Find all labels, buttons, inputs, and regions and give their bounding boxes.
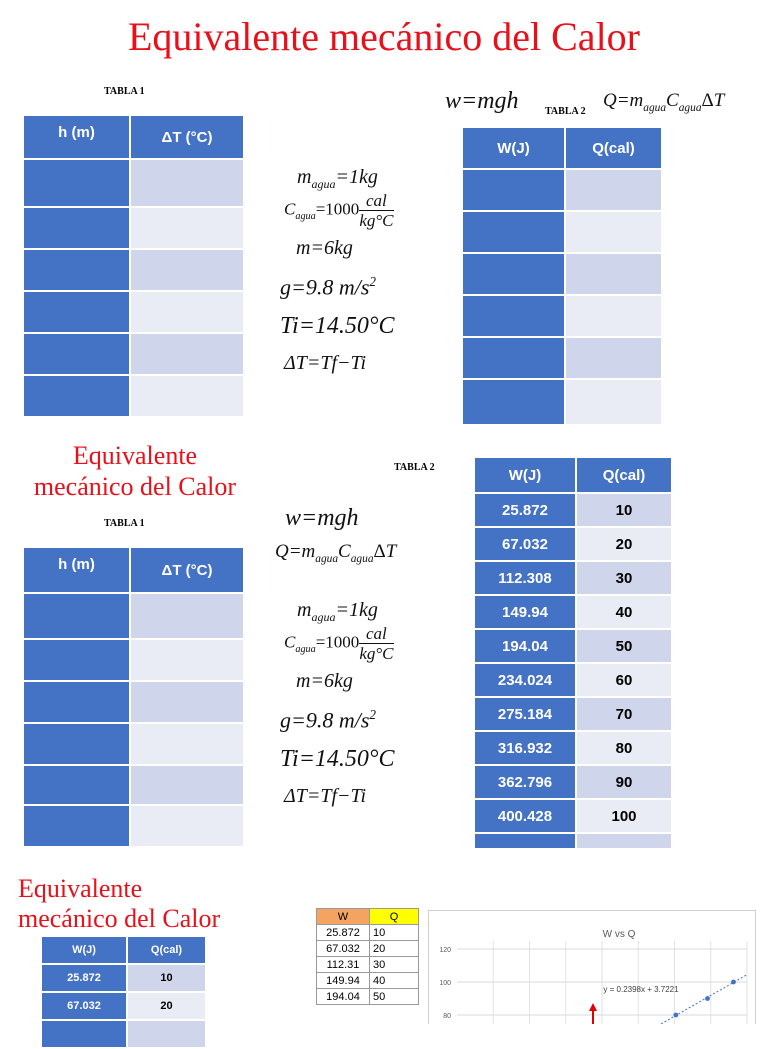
excel-cell: 10 <box>370 925 419 941</box>
excel-table <box>316 908 419 1005</box>
table-cell <box>23 723 130 765</box>
formula-g-text: g=9.8 m/s <box>280 707 370 733</box>
data-point <box>705 996 710 1001</box>
y-tick-label: 80 <box>443 1013 451 1020</box>
w-cell: 400.428 <box>474 799 576 833</box>
table-cell <box>41 1020 127 1048</box>
table-cell <box>565 211 662 253</box>
table-cell <box>130 333 244 375</box>
formula-m-agua-text: =1kg <box>335 166 378 188</box>
table-cell <box>130 291 244 333</box>
q-cell: 60 <box>576 663 672 697</box>
table-cell <box>462 337 565 379</box>
w-cell: 275.184 <box>474 697 576 731</box>
table-bottom <box>40 935 207 1049</box>
annotation-arrowhead <box>589 1003 597 1011</box>
formula-c-agua-2: $C_{agua}=1000$ $\frac{\text{cal}}{kg^\circ C}$ <box>284 624 394 663</box>
w-cell: 112.308 <box>474 561 576 595</box>
formula-ti-2: Ti=14.50°C <box>280 746 395 772</box>
q-cell: 80 <box>576 731 672 765</box>
table-cell <box>127 1020 206 1048</box>
formula-w: w=mgh <box>445 88 519 114</box>
formula-m: m=6kg <box>296 237 353 259</box>
w-cell: 316.932 <box>474 731 576 765</box>
data-point <box>731 980 736 985</box>
q-cell: 100 <box>576 799 672 833</box>
section2-title-line2: mecánico del Calor <box>33 472 237 501</box>
table-cell <box>576 833 672 849</box>
trendline-equation: y = 0.2398x + 3.7221 <box>603 985 679 994</box>
q-cell: 90 <box>576 765 672 799</box>
table1-top <box>22 114 245 418</box>
formula-q: $Q=m_{agua}C_{agua}\Delta T$ <box>603 90 725 114</box>
table-cell <box>130 207 244 249</box>
excel-cell: 40 <box>370 973 419 989</box>
table-cell <box>462 295 565 337</box>
table-cell <box>565 169 662 211</box>
w-cell: 67.032 <box>474 527 576 561</box>
q-cell: 30 <box>576 561 672 595</box>
section2-title-line1: Equivalente <box>72 441 198 470</box>
tabla1-label-2: TABLA 1 <box>104 518 145 529</box>
chart-area <box>428 910 756 1024</box>
w-cell: 25.872 <box>41 964 127 992</box>
q-cell: 20 <box>127 992 206 1020</box>
w-cell: 362.796 <box>474 765 576 799</box>
table-cell <box>23 593 130 639</box>
excel-cell: 25.872 <box>317 925 370 941</box>
table-cell <box>462 253 565 295</box>
table-cell <box>23 375 130 417</box>
formula-ti: Ti=14.50°C <box>280 313 395 339</box>
q-cell: 20 <box>576 527 672 561</box>
table-cell <box>462 169 565 211</box>
table-cell <box>130 765 244 805</box>
excel-header-q: Q <box>370 909 419 925</box>
q-cell: 50 <box>576 629 672 663</box>
formula-q-text: Q=m <box>603 90 644 111</box>
formula-m-agua-text: =1kg <box>335 599 378 621</box>
q-cell: 10 <box>127 964 206 992</box>
y-tick-label: 100 <box>439 980 451 987</box>
page-title: Equivalente mecánico del Calor <box>127 14 640 59</box>
excel-cell: 67.032 <box>317 941 370 957</box>
table-cell <box>474 833 576 849</box>
table-cell <box>130 249 244 291</box>
header-dt: ΔT (°C) <box>130 115 244 159</box>
scatter-chart <box>429 911 755 1024</box>
formula-m-agua-2: $m_{agua}=1kg$ <box>297 599 378 624</box>
table-cell <box>130 375 244 417</box>
w-cell: 234.024 <box>474 663 576 697</box>
q-cell: 40 <box>576 595 672 629</box>
table-cell <box>23 333 130 375</box>
q-cell: 10 <box>576 493 672 527</box>
header-q: Q(cal) <box>565 127 662 169</box>
y-tick-label: 120 <box>439 947 451 954</box>
formula-dt-2: ΔT=Tf−Ti <box>284 785 367 807</box>
table-cell <box>23 159 130 207</box>
q-cell: 70 <box>576 697 672 731</box>
w-cell: 25.872 <box>474 493 576 527</box>
table-cell <box>23 681 130 723</box>
excel-cell: 112.31 <box>317 957 370 973</box>
table1-mid <box>22 546 245 848</box>
excel-cell: 149.94 <box>317 973 370 989</box>
table-cell <box>130 681 244 723</box>
header-w: W(J) <box>462 127 565 169</box>
table-cell <box>130 159 244 207</box>
table2-mid <box>473 456 673 850</box>
excel-cell: 20 <box>370 941 419 957</box>
header-dt: ΔT (°C) <box>130 547 244 593</box>
table-cell <box>23 765 130 805</box>
table-cell <box>565 379 662 425</box>
excel-cell: 194.04 <box>317 989 370 1005</box>
formula-g-2: g=9.8 $m/s^2$ <box>280 707 377 733</box>
header-q: Q(cal) <box>576 457 672 493</box>
formula-g-text: g=9.8 m/s <box>280 274 370 300</box>
table-cell <box>130 723 244 765</box>
section3-title <box>4 874 256 934</box>
excel-cell: 30 <box>370 957 419 973</box>
chart-title: W vs Q <box>602 929 636 940</box>
table-cell <box>130 805 244 847</box>
table-cell <box>23 639 130 681</box>
section2-title <box>10 440 260 502</box>
table-cell <box>23 805 130 847</box>
table-cell <box>462 379 565 425</box>
table-cell <box>23 249 130 291</box>
header-w: W(J) <box>474 457 576 493</box>
formula-q-text: Q=m <box>275 541 316 562</box>
section3-title-line1: Equivalente <box>18 874 143 903</box>
formula-m-2: m=6kg <box>296 670 353 692</box>
table-cell <box>130 639 244 681</box>
header-h: h (m) <box>23 115 130 159</box>
formula-c-agua-text: =1000 <box>315 199 360 219</box>
w-cell: 194.04 <box>474 629 576 663</box>
header-w: W(J) <box>41 936 127 964</box>
w-cell: 149.94 <box>474 595 576 629</box>
formula-w-2: w=mgh <box>285 505 359 531</box>
table2-top <box>461 126 663 426</box>
table-cell <box>23 291 130 333</box>
excel-snippet <box>316 908 756 1024</box>
section3-title-line2: mecánico del Calor <box>18 904 221 933</box>
data-point <box>673 1013 678 1018</box>
table-cell <box>130 593 244 639</box>
header-q: Q(cal) <box>127 936 206 964</box>
table-cell <box>565 337 662 379</box>
tabla1-label: TABLA 1 <box>104 86 145 97</box>
formula-g: g=9.8 $m/s^2$ <box>280 274 377 300</box>
tabla2-label: TABLA 2 <box>545 106 586 117</box>
excel-cell: 50 <box>370 989 419 1005</box>
excel-header-w: W <box>317 909 370 925</box>
table-cell <box>23 207 130 249</box>
formula-m-agua: $m_{agua}=1kg$ <box>297 166 378 191</box>
formula-q-2: $Q=m_{agua}C_{agua}\Delta T$ <box>275 541 397 565</box>
formula-c-agua: $C_{agua}=1000$ $\frac{\text{cal}}{kg^\circ C}$ <box>284 191 394 230</box>
header-h: h (m) <box>23 547 130 593</box>
table-cell <box>565 295 662 337</box>
formula-dt: ΔT=Tf−Ti <box>284 352 367 374</box>
tabla2-label-2: TABLA 2 <box>394 462 435 473</box>
table-cell <box>565 253 662 295</box>
formula-c-agua-text: =1000 <box>315 632 360 652</box>
table-cell <box>462 211 565 253</box>
w-cell: 67.032 <box>41 992 127 1020</box>
